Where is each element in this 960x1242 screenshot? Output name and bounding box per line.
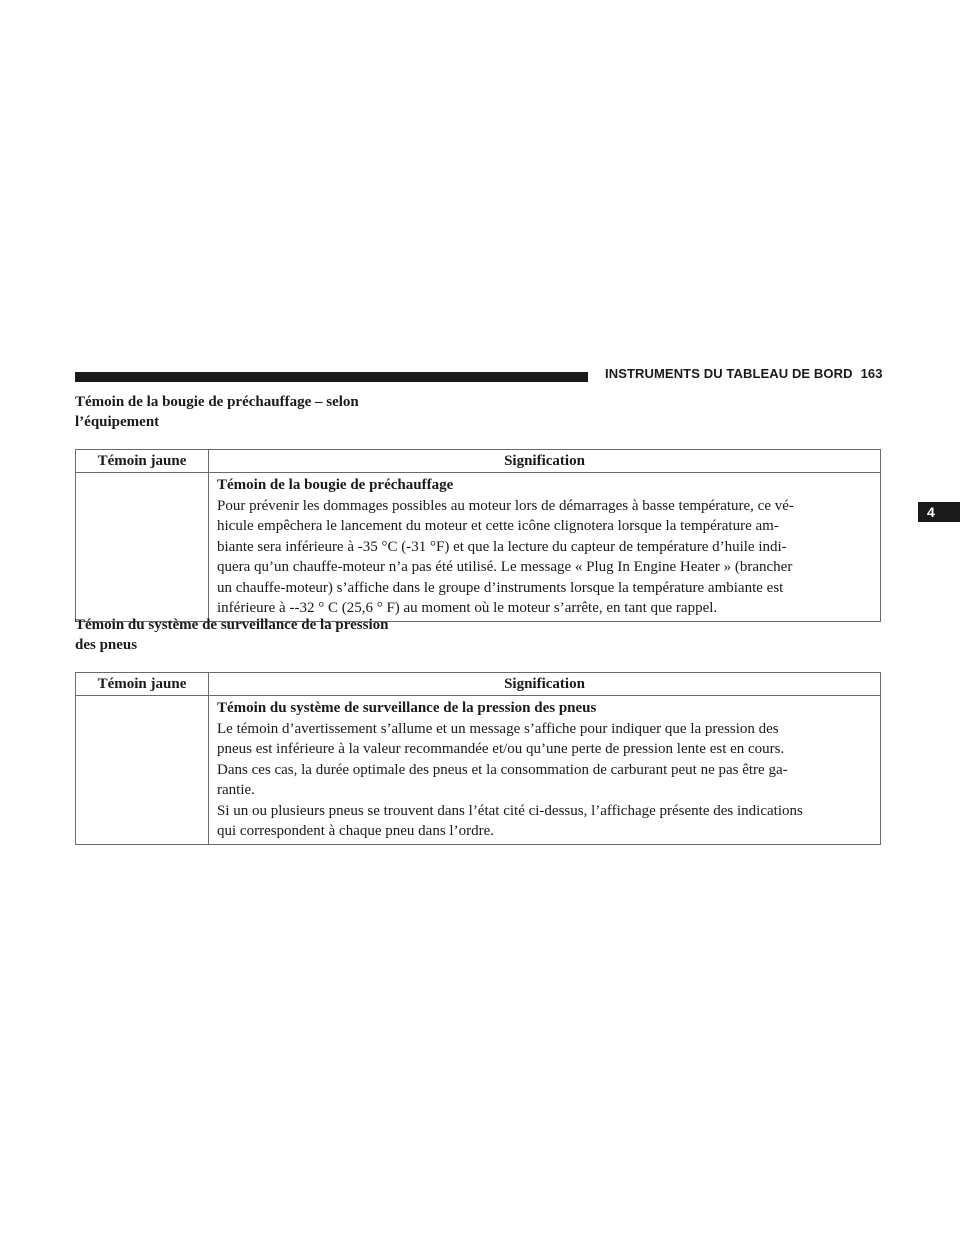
meaning-line: inférieure à --32 ° C (25,6 ° F) au moment où le moteur s’arrête, en tant que rappel. xyxy=(217,600,718,616)
column-header-indicator: Témoin jaune xyxy=(76,673,209,696)
table-header-row xyxy=(76,450,881,473)
page-number: 163 xyxy=(860,366,883,381)
section-heading-glow-plug xyxy=(75,392,475,432)
meaning-title: Témoin du système de surveillance de la pression des pneus xyxy=(217,700,597,716)
section-heading-tpms xyxy=(75,615,475,655)
meaning-line: Pour prévenir les dommages possibles au moteur lors de démarrages à basse température, ce vé- xyxy=(217,497,794,514)
indicator-table-tpms xyxy=(75,672,881,845)
meaning-line: quera qu’un chauffe-moteur n’a pas été utilisé. Le message « Plug In Engine Heater » (brancher xyxy=(217,559,793,575)
meaning-line: rantie. xyxy=(217,782,255,798)
meaning-line: un chauffe-moteur) s’affiche dans le groupe d’instruments lorsque la température ambiante est xyxy=(217,579,784,596)
meaning-cell xyxy=(209,696,881,845)
column-header-meaning: Signification xyxy=(209,673,881,696)
running-header xyxy=(605,366,883,381)
meaning-line: Le témoin d’avertissement s’allume et un message s’affiche pour indiquer que la pression des xyxy=(217,720,779,737)
section-heading-line: Témoin de la bougie de préchauffage – selon xyxy=(75,394,359,410)
indicator-table-glow-plug xyxy=(75,449,881,622)
meaning-line: Si un ou plusieurs pneus se trouvent dans l’état cité ci-dessus, l’affichage présente des indications xyxy=(217,802,803,819)
indicator-icon-cell xyxy=(76,696,209,845)
section-heading-line: l’équipement xyxy=(75,414,160,430)
section-heading-line: Témoin du système de surveillance de la pression xyxy=(75,617,389,633)
meaning-line: pneus est inférieure à la valeur recommandée et/ou qu’une perte de pression lente est en cours. xyxy=(217,741,785,757)
meaning-line: qui correspondent à chaque pneu dans l’ordre. xyxy=(217,823,494,839)
running-header-title: INSTRUMENTS DU TABLEAU DE BORD xyxy=(605,366,853,381)
table-row xyxy=(76,696,881,845)
table-row xyxy=(76,473,881,622)
column-header-indicator: Témoin jaune xyxy=(76,450,209,473)
meaning-cell xyxy=(209,473,881,622)
meaning-line: Dans ces cas, la durée optimale des pneus et la consommation de carburant peut ne pas être ga- xyxy=(217,761,788,778)
section-heading-line: des pneus xyxy=(75,637,138,653)
meaning-title: Témoin de la bougie de préchauffage xyxy=(217,477,454,493)
meaning-line: biante sera inférieure à -35 °C (-31 °F) et que la lecture du capteur de température d’huile indi- xyxy=(217,538,787,555)
header-rule xyxy=(75,372,588,382)
chapter-tab: 4 xyxy=(918,502,960,522)
column-header-meaning: Signification xyxy=(209,450,881,473)
meaning-line: hicule empêchera le lancement du moteur et cette icône clignotera lorsque la température am- xyxy=(217,518,779,534)
indicator-icon-cell xyxy=(76,473,209,622)
table-header-row xyxy=(76,673,881,696)
